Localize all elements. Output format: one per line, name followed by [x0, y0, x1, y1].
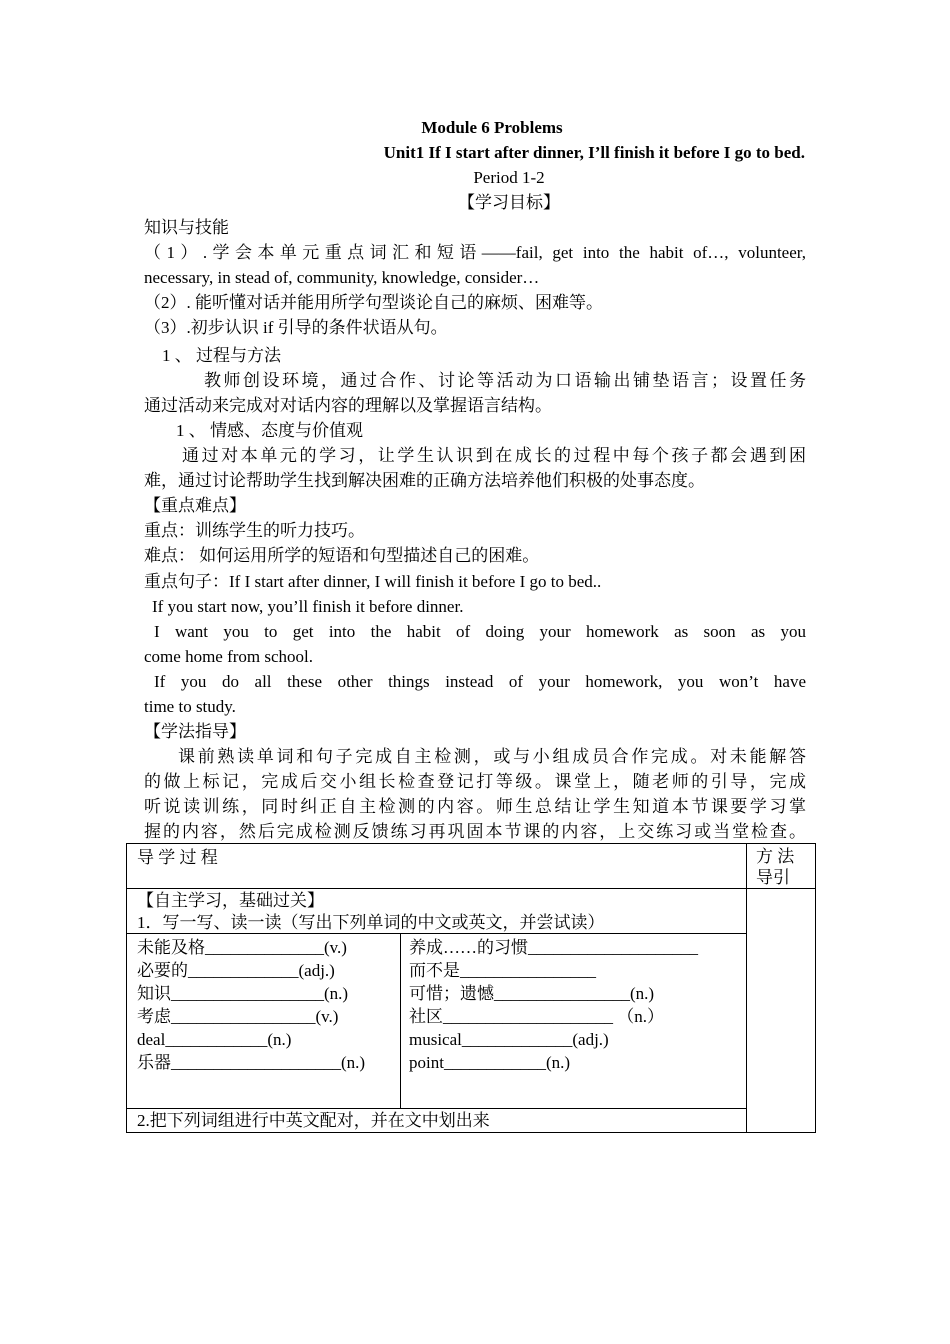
word-blank: 而不是________________	[409, 961, 596, 980]
method-line: 课前熟读单词和句子完成自主检测，或与小组成员合作完成。对未能解答	[178, 747, 806, 766]
key-sentence: 重点句子：If I start after dinner, I will finish it before I go to bed..	[144, 572, 602, 591]
section-heading: 【自主学习，基础过关】	[137, 891, 324, 910]
method-line: 听说读训练，同时纠正自主检测的内容。师生总结让学生知道本节课要学习掌	[144, 797, 806, 816]
method-line: 的做上标记，完成后交小组长检查登记打等级。课堂上，随老师的引导，完成	[144, 772, 806, 791]
word-blank: 乐器____________________(n.)	[137, 1053, 366, 1072]
method-heading: 【学法指导】	[144, 722, 246, 741]
word-blank: musical_____________(adj.)	[409, 1030, 609, 1049]
left-words-cell	[126, 933, 401, 1109]
unit-title: Unit1 If I start after dinner, I’ll finish it before I go to bed.	[383, 143, 805, 162]
focus: 重点：训练学生的听力技巧。	[144, 521, 365, 540]
header-process: 导 学 过 程	[137, 848, 218, 867]
emotion-line-1: 通过对本单元的学习，让学生认识到在成长的过程中每个孩子都会遇到困	[182, 446, 806, 465]
key-sentence: I want you to get into the habit of doing your homework as soon as you	[154, 622, 806, 641]
word-blank: 未能及格______________(v.)	[137, 938, 347, 957]
word-blank: 社区____________________ （n.）	[409, 1007, 664, 1026]
emotion-line-2: 难，通过讨论帮助学生找到解决困难的正确方法培养他们积极的处事态度。	[144, 471, 705, 490]
module-title: Module 6 Problems	[421, 118, 563, 137]
objective-1-line-1: （1）.学会本单元重点词汇和短语——fail, get into the habit of…, volunteer,	[144, 243, 806, 262]
word-blank: 知识__________________(n.)	[137, 984, 349, 1003]
task-2: 2.把下列词组进行中英文配对，并在文中划出来	[137, 1111, 490, 1130]
key-points-heading: 【重点难点】	[144, 496, 246, 515]
process-line-1: 教师创设环境，通过合作、讨论等活动为口语输出铺垫语言；设置任务	[204, 371, 806, 390]
word-blank: 可惜；遗憾________________(n.)	[409, 984, 655, 1003]
header-process-cell	[126, 843, 747, 889]
word-blank: 养成……的习惯____________________	[409, 938, 698, 957]
key-sentence: come home from school.	[144, 647, 314, 666]
process-line-2: 通过活动来完成对对话内容的理解以及掌握语言结构。	[144, 396, 552, 415]
section-cell	[126, 888, 747, 934]
knowledge-heading: 知识与技能	[144, 218, 229, 237]
word-blank: 考虑_________________(v.)	[137, 1007, 339, 1026]
word-blank: 必要的_____________(adj.)	[137, 961, 335, 980]
key-sentence: If you start now, you’ll finish it before dinner.	[152, 597, 464, 616]
task-2-cell	[126, 1108, 747, 1133]
key-sentence: If you do all these other things instead of your homework, you won’t have	[154, 672, 806, 691]
objective-1-line-2: necessary, in stead of, community, knowledge, consider…	[144, 268, 540, 287]
objective-3: （3）.初步认识 if 引导的条件状语从句。	[144, 318, 448, 337]
emotion-heading: 1 、 情感、态度与价值观	[176, 421, 363, 440]
objectives-heading: 【学习目标】	[458, 193, 560, 212]
method-line: 握的内容，然后完成检测反馈练习再巩固本节课的内容，上交练习或当堂检查。	[144, 822, 806, 841]
header-method-1: 方 法	[756, 847, 795, 866]
header-method-cell	[746, 843, 816, 889]
difficulty: 难点： 如何运用所学的短语和句型描述自己的困难。	[144, 546, 540, 565]
header-method-2: 导引	[756, 868, 790, 887]
method-guide-cell	[746, 888, 816, 1133]
period: Period 1-2	[473, 168, 545, 187]
process-heading: 1 、 过程与方法	[162, 346, 281, 365]
word-blank: deal____________(n.)	[137, 1030, 292, 1049]
task-1: 1．写一写、读一读（写出下列单词的中文或英文，并尝试读）	[137, 913, 605, 932]
word-blank: point____________(n.)	[409, 1053, 571, 1072]
right-words-cell	[400, 933, 747, 1109]
key-sentence: time to study.	[144, 697, 236, 716]
objective-2: （2）. 能听懂对话并能用所学句型谈论自己的麻烦、困难等。	[144, 293, 603, 312]
